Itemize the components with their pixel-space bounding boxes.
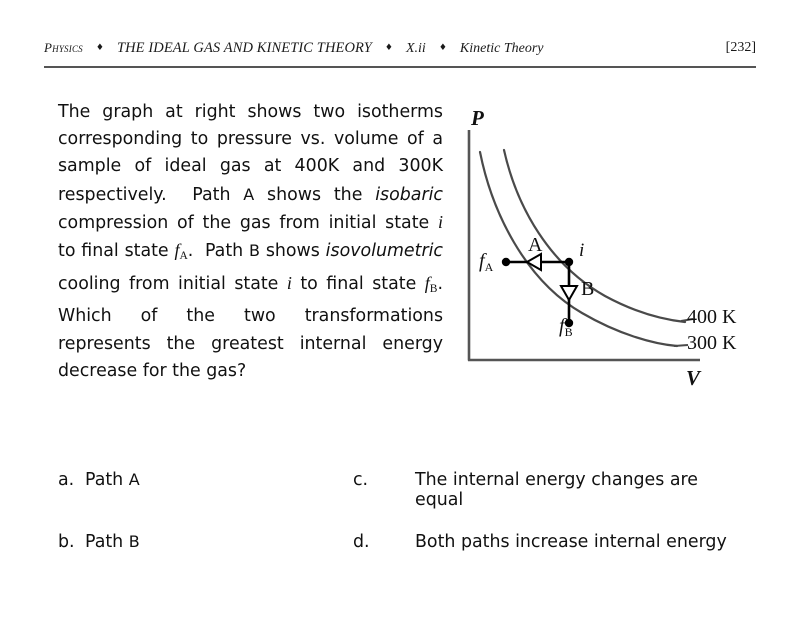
path-b-arrowhead: [561, 286, 577, 300]
header-divider: [44, 66, 756, 68]
label-state-i: i: [579, 240, 585, 261]
header-unit-title: THE IDEAL GAS AND KINETIC THEORY: [116, 40, 372, 56]
axis-label-volume: V: [686, 366, 701, 390]
label-path-a: A: [528, 234, 543, 256]
term-isovolumetric: isovolumetric: [325, 241, 443, 262]
label-isotherm-400k: 400 K: [687, 306, 737, 328]
diamond-bullet-icon: ♦: [438, 43, 447, 53]
diamond-bullet-icon: ♦: [384, 43, 393, 53]
question-line: of a sample of ideal gas at 400K and: [58, 129, 443, 177]
answer-text-d: Both paths increase internal energy: [415, 532, 727, 552]
answer-letter-c: c.: [353, 470, 369, 490]
state-i-symbol: i: [438, 211, 444, 232]
answer-option-b[interactable]: [58, 532, 353, 552]
page-number: [232]: [725, 40, 756, 55]
answer-options: [58, 470, 748, 574]
state-point-fa: [502, 258, 510, 266]
pv-diagram: [455, 100, 755, 395]
answer-option-a[interactable]: [58, 470, 353, 490]
question-line: corresponding to pressure vs. volume: [58, 129, 399, 150]
label-state-fb: $f_B$: [559, 315, 573, 339]
question-line: state: [234, 274, 287, 295]
question-line: transformations represents the greatest: [58, 306, 444, 354]
question-line: internal energy decrease for the gas?: [58, 333, 443, 381]
question-line: cooling from initial: [58, 274, 226, 295]
answer-option-c[interactable]: [353, 470, 748, 510]
state-point-i: [565, 258, 573, 266]
state-fb-symbol: $f_B$: [424, 273, 438, 296]
path-b-mention: B: [249, 241, 260, 261]
path-a-mention: A: [243, 184, 255, 204]
question-line: . Which of the two: [58, 274, 443, 327]
header-topic: Kinetic Theory: [459, 41, 544, 56]
header-subject: Physics: [44, 40, 83, 55]
term-isobaric: isobaric: [375, 184, 443, 205]
answer-letter-b: b.: [58, 532, 75, 552]
leader-300k: [674, 345, 688, 346]
axis-label-pressure: P: [471, 106, 484, 130]
question-line: . Path: [187, 241, 250, 262]
answer-row: [58, 470, 748, 510]
header-breadcrumb: [44, 40, 756, 57]
answer-letter-a: a.: [58, 470, 75, 490]
question-line: to final state: [291, 274, 425, 295]
question-line: shows the: [254, 184, 363, 205]
question-line: The graph at right shows two isotherms: [58, 102, 443, 122]
state-i-symbol: i: [286, 273, 292, 294]
answer-text-c: The internal energy changes are equal: [415, 470, 698, 510]
answer-text-b: Path B: [85, 532, 140, 552]
state-fa-symbol: $f_A$: [174, 240, 188, 263]
question-line: shows: [265, 241, 326, 262]
answer-option-d[interactable]: [353, 532, 727, 552]
label-state-fa: $f_A$: [479, 250, 494, 274]
diamond-bullet-icon: ♦: [95, 43, 104, 53]
label-path-b: B: [581, 278, 595, 300]
question-line: compression of the gas from: [58, 212, 320, 233]
question-body: [58, 99, 443, 385]
answer-text-a: Path A: [85, 470, 140, 490]
question-line: 300K respectively. Path: [58, 156, 444, 205]
answer-row: [58, 532, 748, 552]
question-line: initial state: [328, 212, 438, 233]
header-section-number: X.ii: [405, 41, 426, 56]
label-isotherm-300k: 300 K: [687, 332, 737, 354]
answer-letter-d: d.: [353, 532, 370, 552]
question-line: to final state: [58, 241, 175, 262]
